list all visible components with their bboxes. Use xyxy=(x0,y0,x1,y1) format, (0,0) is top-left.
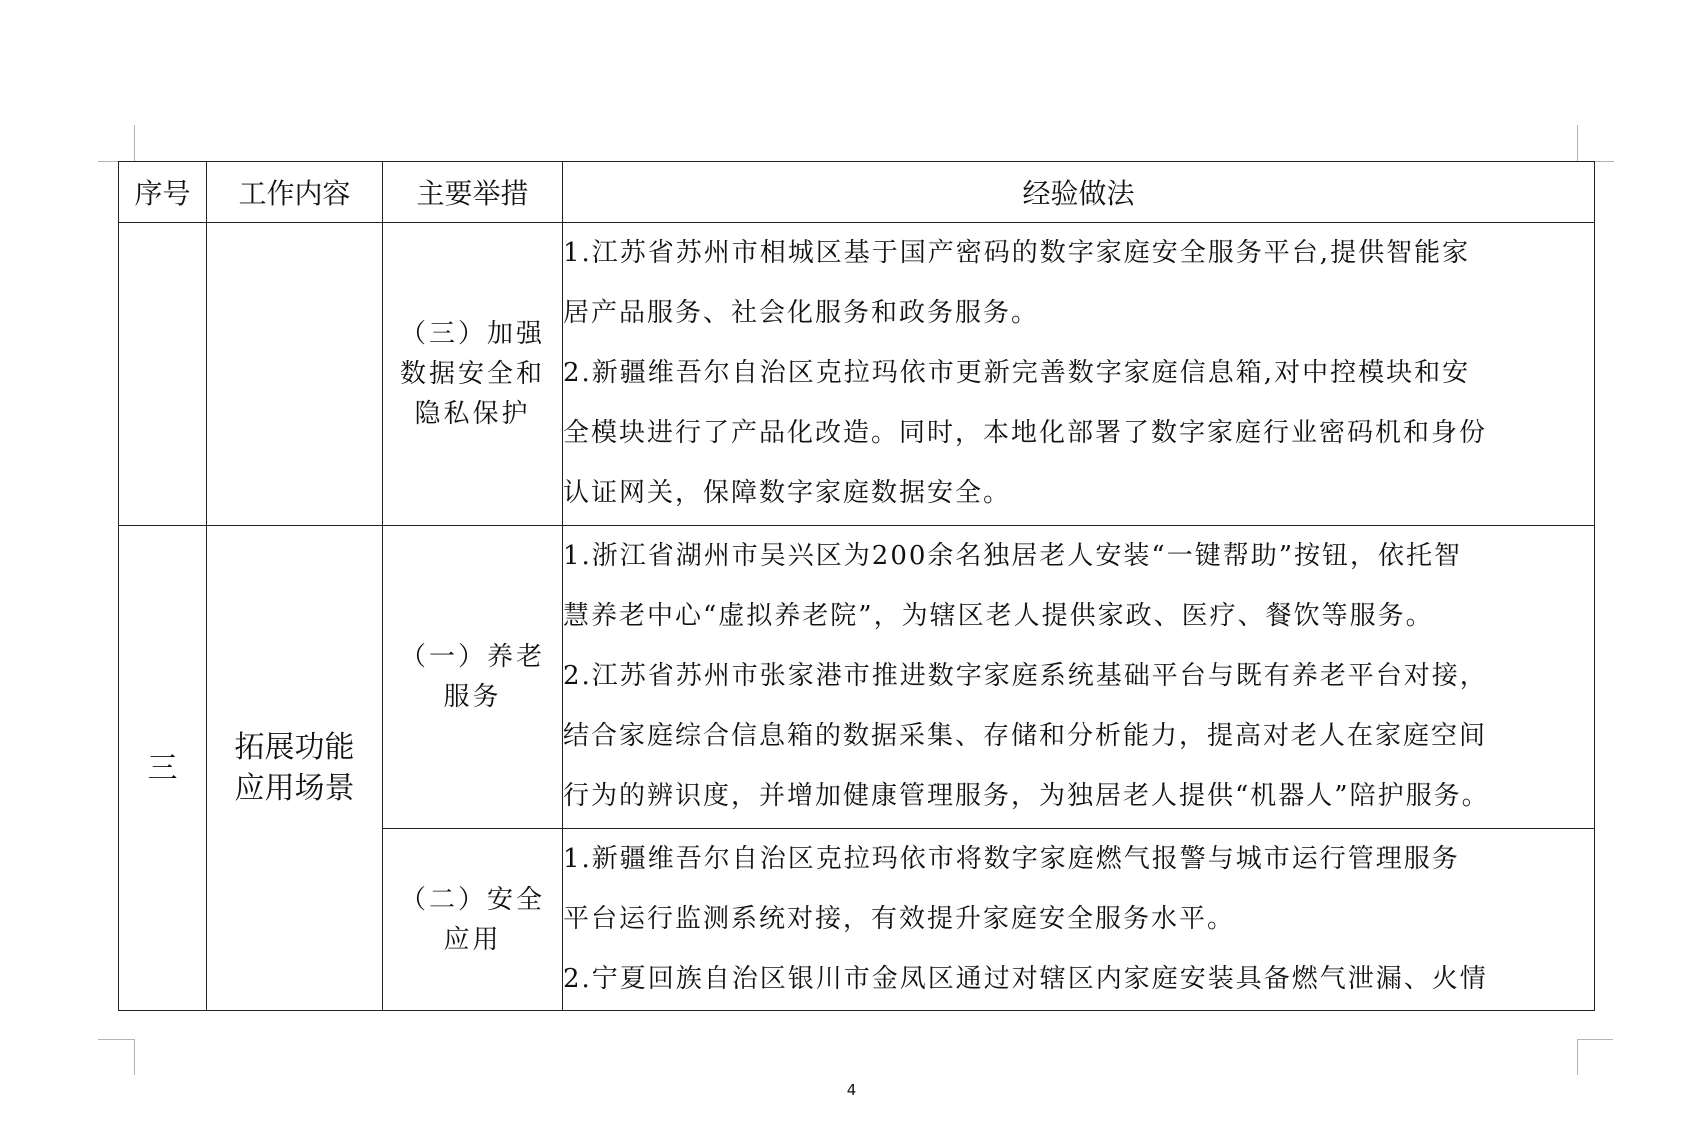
experience-line: 居产品服务、社会化服务和政务服务。 xyxy=(563,298,1040,328)
experience-line: 全模块进行了产品化改造。同时，本地化部署了数字家庭行业密码机和身份 xyxy=(563,418,1488,448)
measure-line: （三）加强 xyxy=(399,319,545,349)
experience-cell xyxy=(563,526,1595,829)
experience-line: 平台运行监测系统对接，有效提升家庭安全服务水平。 xyxy=(563,904,1236,934)
table-row xyxy=(119,223,1595,526)
experience-cell xyxy=(563,223,1595,526)
experience-line: 2.江苏省苏州市张家港市推进数字家庭系统基础平台与既有养老平台对接， xyxy=(563,661,1488,691)
measures-table xyxy=(118,161,1595,1011)
measure-line: 应用 xyxy=(443,924,502,955)
crop-mark xyxy=(98,161,118,162)
experience-line: 行为的辨识度，并增加健康管理服务，为独居老人提供“机器人”陪护服务。 xyxy=(563,781,1490,811)
crop-mark xyxy=(134,125,135,161)
crop-mark xyxy=(1577,125,1578,161)
crop-mark xyxy=(1594,161,1614,162)
measure-line: 隐私保护 xyxy=(414,399,531,429)
measure-cell xyxy=(383,829,563,1011)
experience-cell xyxy=(563,829,1595,1011)
experience-line: 慧养老中心“虚拟养老院”，为辖区老人提供家政、医疗、餐饮等服务。 xyxy=(563,601,1434,631)
content-cell xyxy=(207,526,383,1011)
header-seq: 序号 xyxy=(119,162,207,223)
measure-line: 数据安全和 xyxy=(399,359,545,389)
header-measure: 主要举措 xyxy=(383,162,563,223)
page-number: 4 xyxy=(846,1081,857,1099)
header-experience: 经验做法 xyxy=(563,162,1595,223)
content-line: 拓展功能 xyxy=(234,730,355,765)
measure-cell xyxy=(383,223,563,526)
crop-mark xyxy=(1577,1039,1578,1075)
content-line: 应用场景 xyxy=(234,771,355,806)
measure-line: 服务 xyxy=(443,682,502,712)
experience-line: 认证网关，保障数字家庭数据安全。 xyxy=(563,478,1012,508)
experience-line: 1.新疆维吾尔自治区克拉玛依市将数字家庭燃气报警与城市运行管理服务 xyxy=(563,844,1460,874)
seq-cell-empty xyxy=(119,223,207,526)
header-content: 工作内容 xyxy=(207,162,383,223)
experience-line: 2.宁夏回族自治区银川市金凤区通过对辖区内家庭安装具备燃气泄漏、火情 xyxy=(563,964,1488,994)
table-row xyxy=(119,526,1595,829)
experience-line: 2.新疆维吾尔自治区克拉玛依市更新完善数字家庭信息箱,对中控模块和安 xyxy=(563,358,1471,388)
crop-mark xyxy=(134,1039,135,1075)
measure-line: （一）养老 xyxy=(399,642,545,672)
content-cell-empty xyxy=(207,223,383,526)
crop-mark xyxy=(1577,1039,1613,1040)
measure-cell xyxy=(383,526,563,829)
measure-line: （二）安全 xyxy=(399,884,545,915)
experience-line: 1.浙江省湖州市吴兴区为200余名独居老人安装“一键帮助”按钮，依托智 xyxy=(563,541,1463,571)
seq-cell: 三 xyxy=(119,526,207,1011)
crop-mark xyxy=(98,1039,134,1040)
experience-line: 1.江苏省苏州市相城区基于国产密码的数字家庭安全服务平台,提供智能家 xyxy=(563,238,1471,268)
experience-line: 结合家庭综合信息箱的数据采集、存储和分析能力，提高对老人在家庭空间 xyxy=(563,721,1488,751)
table-header-row xyxy=(119,162,1595,223)
